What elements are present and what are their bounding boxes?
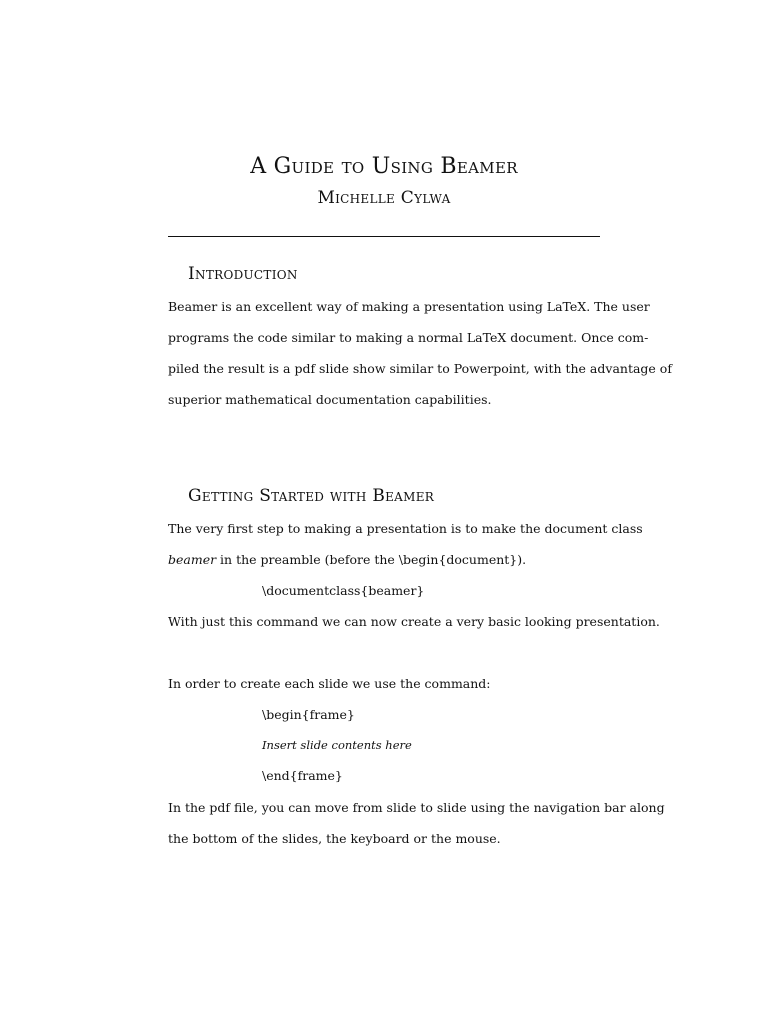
- paragraph-line: The very first step to making a presentation is to make the document class: [168, 521, 643, 536]
- paragraph-line: With just this command we can now create a very basic looking presentation.: [168, 614, 660, 629]
- paragraph-line: In order to create each slide we use the command:: [168, 676, 491, 691]
- paragraph-line: programs the code similar to making a normal LaTeX document. Once com-: [168, 330, 649, 345]
- preamble-text: in the preamble (before the \begin{document}).: [216, 552, 527, 567]
- code-begin-frame: \begin{frame}: [262, 707, 355, 722]
- paragraph-line: superior mathematical documentation capabilities.: [168, 392, 492, 407]
- paragraph-line: piled the result is a pdf slide show similar to Powerpoint, with the advantage of: [168, 361, 672, 376]
- title-rule: [168, 236, 600, 237]
- paragraph-line: In the pdf file, you can move from slide to slide using the navigation bar along: [168, 800, 665, 815]
- paragraph-line: [168, 552, 526, 567]
- document-title: A Guide to Using Beamer: [250, 154, 518, 179]
- code-end-frame: \end{frame}: [262, 768, 343, 783]
- code-slide-contents: Insert slide contents here: [262, 738, 412, 752]
- beamer-class-name: beamer: [168, 552, 217, 567]
- code-documentclass: \documentclass{beamer}: [262, 583, 425, 598]
- section-heading-getting-started: Getting Started with Beamer: [188, 486, 435, 506]
- paragraph-line: the bottom of the slides, the keyboard or the mouse.: [168, 831, 501, 846]
- paragraph-line: Beamer is an excellent way of making a presentation using LaTeX. The user: [168, 299, 650, 314]
- section-heading-introduction: Introduction: [188, 264, 298, 284]
- document-author: Michelle Cylwa: [317, 188, 451, 208]
